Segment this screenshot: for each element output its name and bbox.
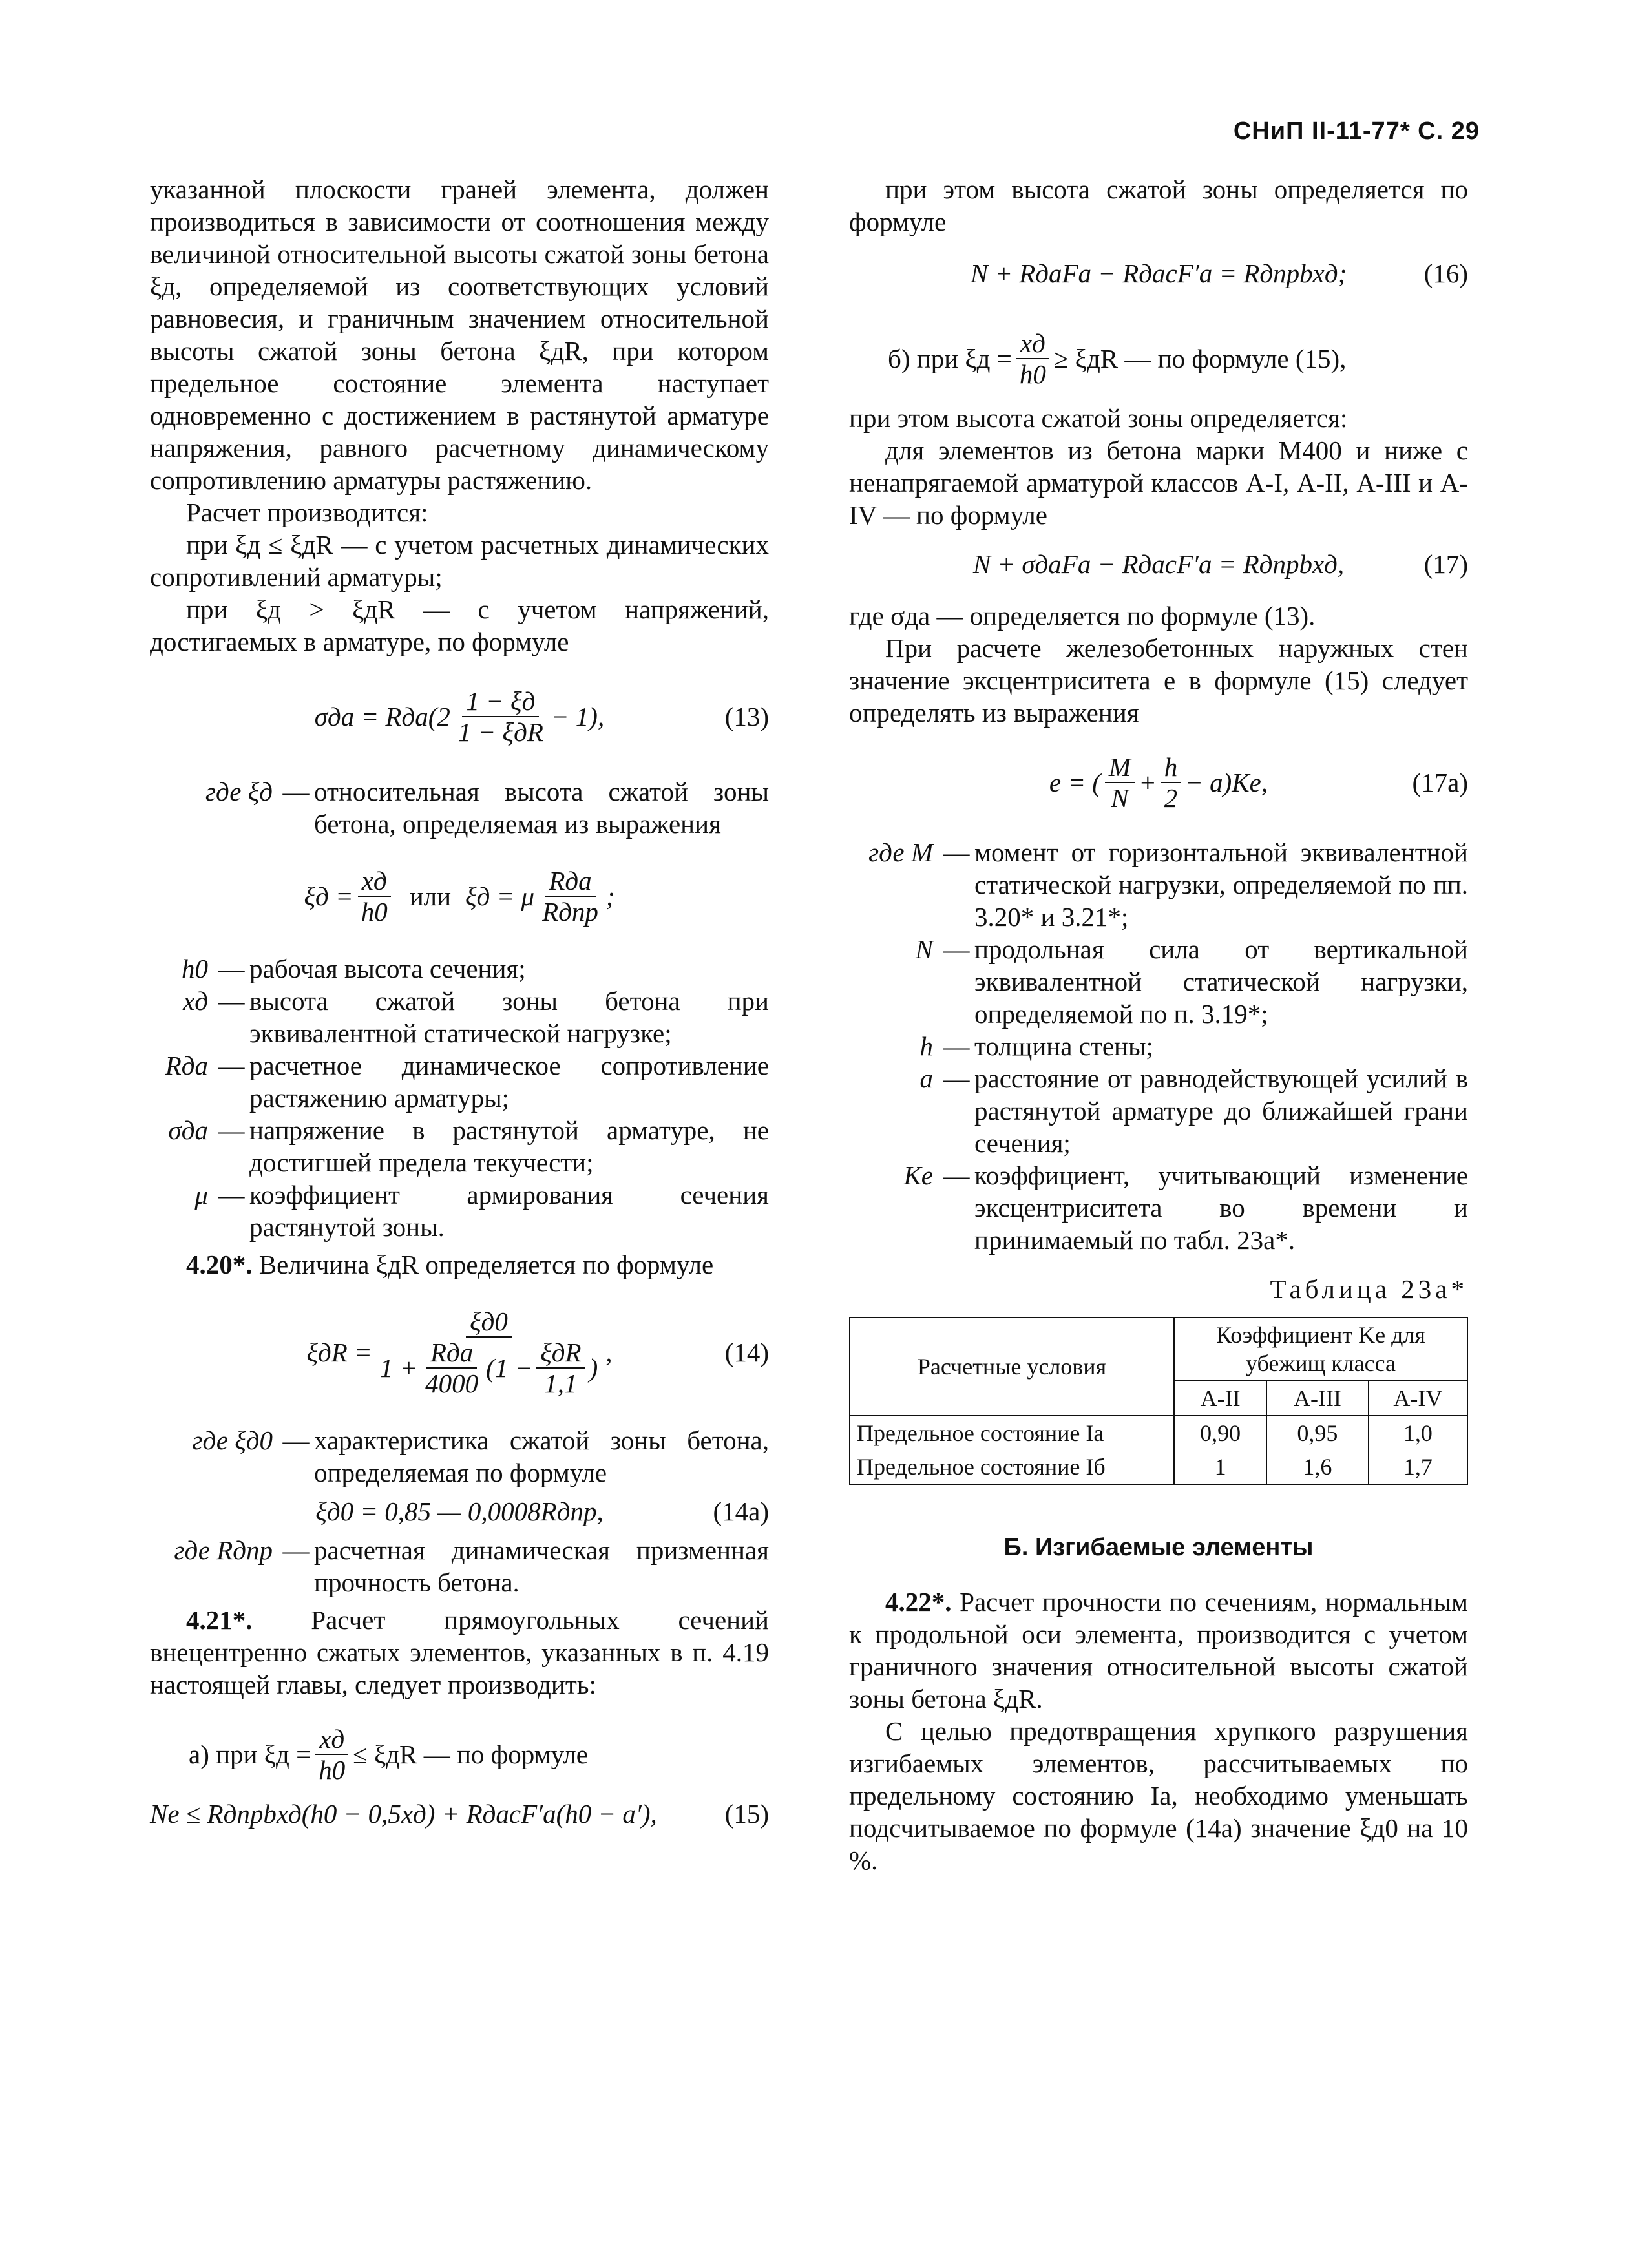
fraction [1016,328,1050,389]
definition-dash: — [943,837,970,867]
definition-item [150,952,769,985]
formula-text: − a)Ke, [1185,768,1268,797]
definition-dash: — [282,1425,310,1455]
formula-text: или [409,881,452,911]
paragraph [849,1586,1468,1715]
definition-text: момент от горизонтальной эквивалентной статической нагрузки, определяемой по пп. 3.20* и 3.21*; [974,837,1468,932]
clause-text: Расчет прямоугольных сечений внецентренно сжатых элементов, указанных в п. 4.19 настоящей главы, следует производить: [150,1605,770,1699]
table-header-cell: Коэффициент Ke для убежищ класса [1174,1318,1467,1381]
definition-symbol: xд [183,986,208,1016]
definition-dash: — [282,777,310,806]
formula-17a [849,752,1468,813]
formula-text: , [605,1338,613,1367]
paragraph: для элементов из бетона марки М400 и ниже с ненапрягаемой арматурой классов А-I, А-II, А-III и А-IV — по формуле [849,436,1468,530]
definition-text: напряжение в растянутой арматуре, не достигшей предела текучести; [249,1115,769,1177]
numerator: xд [358,866,391,897]
denominator: Rдпр [542,897,598,927]
formula-text: ξд0 = 0,85 — 0,0008Rдпр, [315,1496,604,1526]
definition-text: расчетное динамическое сопротивление растяжению арматуры; [249,1051,769,1113]
definition-item [150,1424,769,1489]
definition-dash: — [218,954,245,983]
definition-text: характеристика сжатой зоны бетона, определяемая по формуле [314,1425,769,1487]
paragraph: при ξд ≤ ξдR — с учетом расчетных динамических сопротивлений арматуры; [150,530,769,592]
definition-symbol: h [919,1031,933,1061]
paragraph: при этом высота сжатой зоны определяется по формуле [849,174,1468,236]
formula-16 [849,257,1468,289]
definition-dash: — [943,1160,970,1190]
definition-item [150,985,769,1049]
definition-dash: — [943,1031,970,1061]
equation-number: (14а) [713,1496,769,1526]
equation-number: (15) [724,1799,769,1829]
definition-symbol: N [915,934,933,964]
right-column [849,173,1468,1876]
definition-dash: — [218,1051,245,1080]
table-row [850,1416,1467,1450]
fraction [538,866,602,927]
definition-dash: — [943,934,970,964]
definition-text: относительная высота сжатой зоны бетона, определяемая из выражения [314,777,769,839]
denominator: h0 [361,897,388,927]
definition-list [849,836,1468,1256]
equation-number: (16) [1423,258,1468,288]
formula-text: ) [589,1353,598,1383]
paragraph [150,1604,769,1701]
equation-number: (13) [724,702,769,731]
formula-text: Ne ≤ Rдпрbxд(h0 − 0,5xд) + RдacF′a(h0 − a′), [150,1799,657,1829]
formula-text: ≤ ξдR — по формуле [353,1739,588,1769]
table-cell: 1,7 [1369,1450,1467,1484]
formula-text: e = ( [1049,768,1101,797]
table-row [850,1450,1467,1484]
formula-text: ; [605,881,615,911]
formula-15 [150,1798,769,1830]
definition-item [150,1534,769,1599]
fraction [357,866,392,927]
table-header-row [850,1318,1467,1381]
definition-text: продольная сила от вертикальной эквивалентной статической нагрузки, определяемой по п. 3.19*; [974,934,1468,1029]
numerator: xд [315,1724,348,1755]
definition-text: коэффициент, учитывающий изменение эксцентриситета во времени и принимаемый по табл. 23а*. [974,1160,1468,1255]
definition-symbol: где Rдпр [174,1535,273,1565]
clause-number: 4.21*. [186,1605,253,1635]
definition-symbol: где ξд0 [192,1425,273,1455]
table-cell: 1 [1174,1450,1266,1484]
paragraph [150,1248,769,1281]
table-23a [849,1317,1468,1485]
clause-number: 4.20*. [186,1250,253,1279]
formula-text: N + RдaFa − RдacF′a = Rдпрbxд; [970,258,1347,288]
definition-symbol: где ξд [205,777,273,806]
numerator: M [1105,752,1135,783]
definition-list [150,952,769,1243]
definition-item [849,933,1468,1030]
definition-text: высота сжатой зоны бетона при эквивалентной статической нагрузке; [249,986,769,1048]
formula-text: N + σдaFa − RдacF′a = Rдпрbxд, [972,549,1345,579]
definition-dash: — [218,1180,245,1210]
formula-text: ξдR = [306,1338,372,1367]
paragraph: где σда — определяется по формуле (13). [849,601,1316,631]
denominator: 1,1 [544,1369,578,1398]
definition-dash: — [218,1115,245,1145]
definition-symbol: a [919,1064,933,1093]
denominator: 2 [1164,783,1178,813]
denominator: h0 [1019,359,1046,389]
table-cell: 1,0 [1369,1416,1467,1450]
formula-17 [849,548,1468,580]
table-cell: 0,90 [1174,1416,1266,1450]
formula-text: σда = Rда(2 [314,702,450,731]
formula-text: ≥ ξдR — по формуле (15), [1053,344,1347,373]
running-header: СНиП II-11-77* С. 29 [1233,118,1480,145]
fraction [1105,752,1135,813]
definition-item [150,1179,769,1243]
definition-dash: — [218,986,245,1016]
fraction [454,686,547,747]
formula-14a [150,1495,769,1528]
formula-text: а) при ξд = [189,1739,311,1769]
numerator: Rда [426,1338,477,1369]
formula-text: ξд = [304,881,353,911]
formula-a [150,1724,769,1785]
formula-13 [150,686,769,747]
definition-text: рабочая высота сечения; [249,954,526,983]
table-cell: 0,95 [1266,1416,1368,1450]
paragraph: С целью предотвращения хрупкого разрушения изгибаемых элементов, рассчитываемых по предельному состоянию Iа, необходимо уменьшать подсчитываемое по формуле (14а) значение ξд0 на 10 %. [849,1716,1468,1875]
formula-text: 1 + [379,1353,418,1383]
denominator: 1 − ξдR [457,717,543,747]
clause-text: Величина ξдR определяется по формуле [258,1250,714,1279]
table-cell: Предельное состояние Iа [850,1416,1174,1450]
definition-dash: — [943,1064,970,1093]
formula-xi [150,866,769,927]
definition-symbol: h0 [182,954,208,983]
numerator: ξд0 [466,1307,512,1338]
table-header-cell: А-IV [1369,1381,1467,1416]
formula-text: б) при ξд = [888,344,1012,373]
definition-list [150,775,769,840]
definition-text: толщина стены; [974,1031,1153,1061]
left-column [150,173,769,1842]
paragraph: Расчет производится: [186,498,428,527]
fraction [1161,752,1182,813]
numerator: xд [1016,328,1049,359]
formula-text: − 1), [551,702,605,731]
definition-item [150,775,769,840]
clause-text: Расчет прочности по сечениям, нормальным к продольной оси элемента, производится с учетом граничного значения относительной высоты сжатой зоны бетона ξдR. [849,1587,1469,1714]
formula-text: ξд = μ [465,881,535,911]
table-header-cell: А-III [1266,1381,1368,1416]
fraction [421,1338,482,1398]
formula-14 [150,1307,769,1398]
paragraph: указанной плоскости граней элемента, должен производиться в зависимости от соотношения между величиной относительной высоты сжатой зоны бетона ξд, определяемой из соответствующих условий равновесия, и граничным значением относительной высоты сжатой зоны бетона ξдR, при котором предельное состояние элемента наступает одновременно с достижением в растянутой арматуре напряжения, равного расчетному динамическому сопротивлению арматуры растяжению. [150,174,769,495]
paragraph: При расчете железобетонных наружных стен значение эксцентриситета e в формуле (15) следует определять из выражения [849,633,1468,728]
fraction [536,1338,585,1398]
formula-b [849,328,1468,389]
table-cell: 1,6 [1266,1450,1368,1484]
numerator: h [1161,752,1182,783]
definition-item [849,836,1468,933]
denominator [376,1338,602,1398]
formula-text: + [1139,768,1157,797]
clause-number: 4.22*. [885,1587,952,1617]
definition-symbol: Rда [165,1051,208,1080]
denominator: 4000 [425,1369,479,1398]
formula-text: (1 − [486,1353,533,1383]
definition-symbol: где M [868,837,933,867]
equation-number: (14) [724,1338,769,1367]
table-header-cell: Расчетные условия [850,1318,1174,1416]
definition-text: расчетная динамическая призменная прочность бетона. [314,1535,769,1597]
definition-symbol: μ [194,1180,208,1210]
definition-text: коэффициент армирования сечения растянутой зоны. [249,1180,769,1242]
paragraph: при ξд > ξдR — с учетом напряжений, достигаемых в арматуре, по формуле [150,594,769,656]
definition-item [849,1062,1468,1159]
denominator: h0 [319,1755,346,1785]
definition-item [150,1114,769,1179]
numerator: 1 − ξд [462,686,539,717]
definition-item [150,1049,769,1114]
fraction [315,1724,349,1785]
definition-symbol: Ke [903,1160,933,1190]
definition-list [150,1424,769,1489]
definition-symbol: σда [168,1115,208,1145]
definition-item [849,1159,1468,1256]
numerator: Rда [545,866,595,897]
equation-number: (17) [1423,549,1468,579]
fraction [376,1307,602,1398]
denominator: N [1111,783,1129,813]
definition-list [150,1534,769,1599]
definition-text: расстояние от равнодействующей усилий в растянутой арматуре до ближайшей грани сечения; [974,1064,1468,1158]
table-header-cell: А-II [1174,1381,1266,1416]
definition-dash: — [282,1535,310,1565]
table-caption: Таблица 23а* [1270,1274,1468,1304]
definition-item [849,1030,1468,1062]
numerator: ξдR [536,1338,585,1369]
equation-number: (17а) [1412,768,1468,797]
paragraph: при этом высота сжатой зоны определяется: [849,403,1348,433]
table-cell: Предельное состояние Iб [850,1450,1174,1484]
section-heading: Б. Изгибаемые элементы [1003,1534,1314,1561]
